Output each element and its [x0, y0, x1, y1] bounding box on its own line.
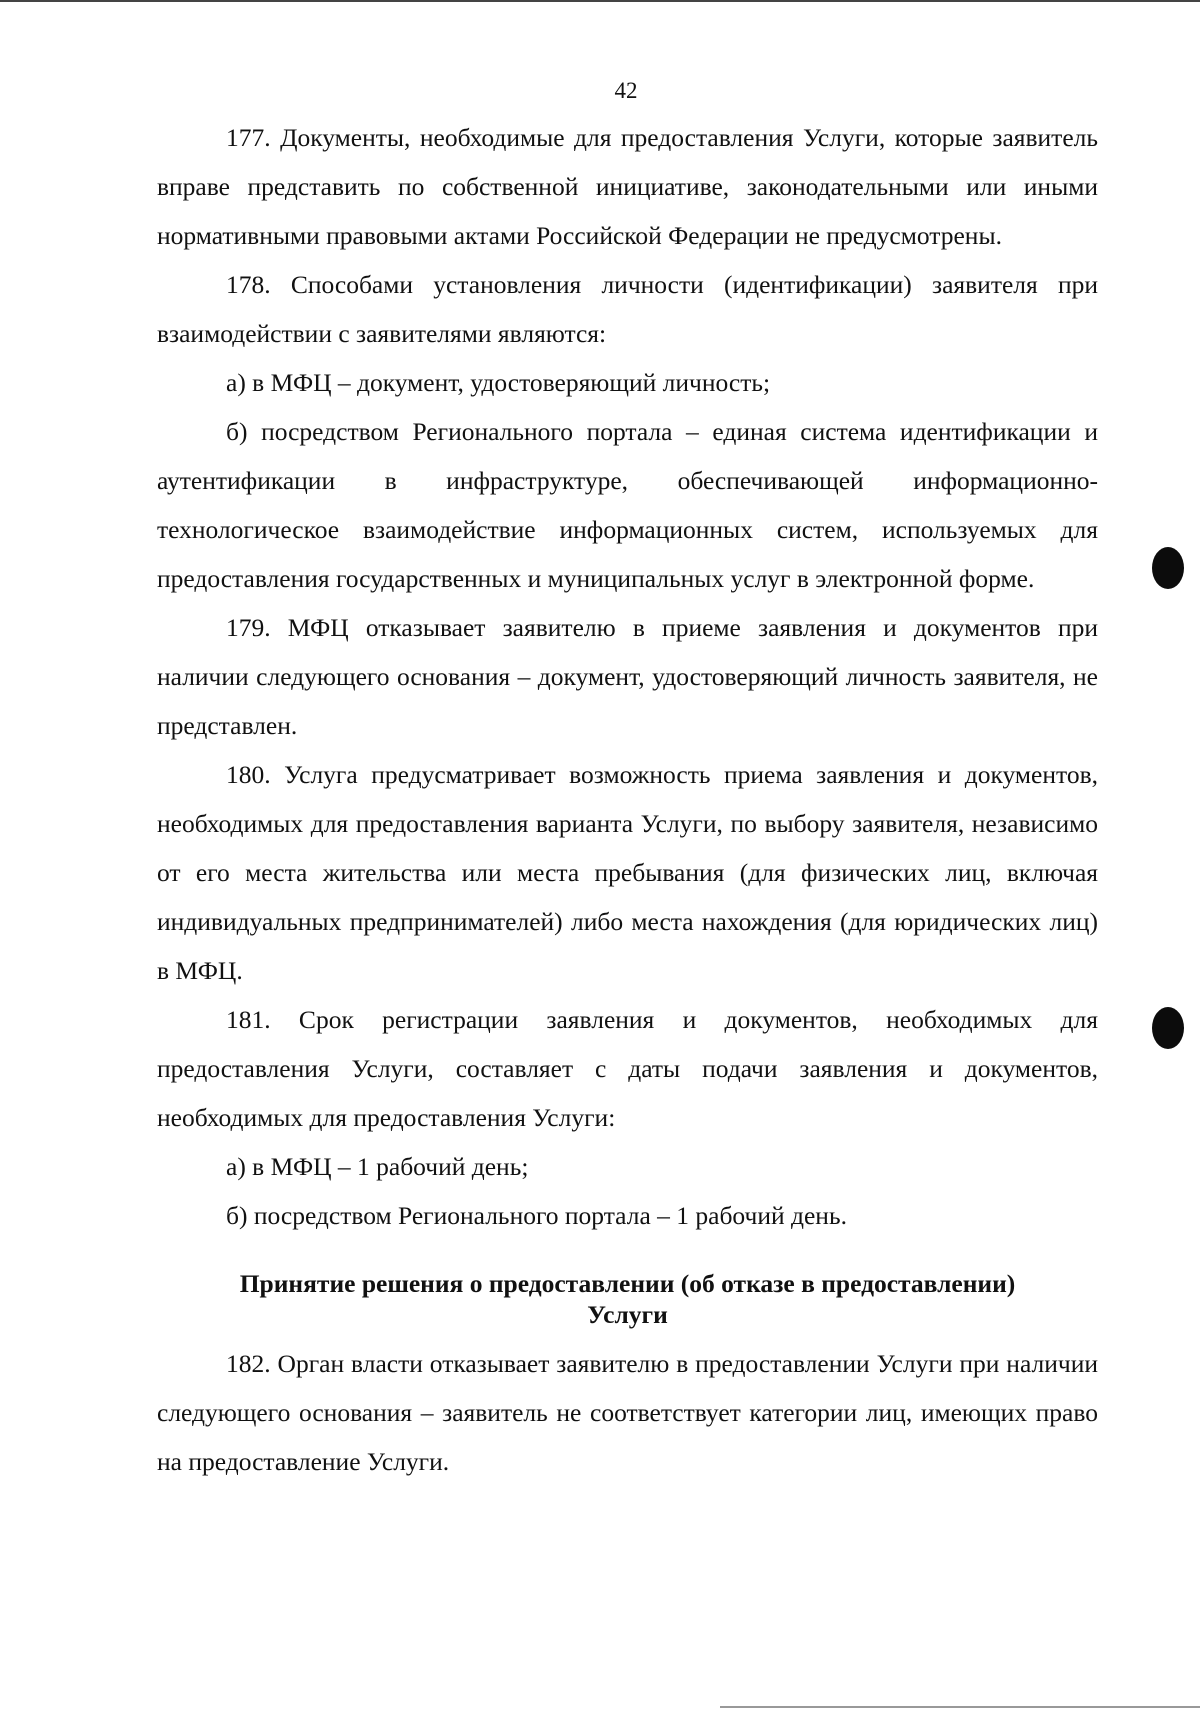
punch-hole-mark: [1152, 1007, 1184, 1049]
paragraph-177: 177. Документы, необходимые для предоставления Услуги, которые заявитель вправе представить по собственной инициативе, законодательными или иными нормативными правовыми актами Российской Федерации не предусмотрены.: [157, 123, 1098, 250]
document-body: [157, 113, 1098, 1486]
paragraph-181-a: а) в МФЦ – 1 рабочий день;: [226, 1152, 529, 1181]
scan-top-edge: [0, 0, 1200, 2]
section-heading: [157, 1268, 1098, 1330]
page-number: 42: [614, 78, 638, 103]
paragraph-182: 182. Орган власти отказывает заявителю в предоставлении Услуги при наличии следующего основания – заявитель не соответствует категории лиц, имеющих право на предоставление Услуги.: [157, 1349, 1098, 1476]
paragraph-180: 180. Услуга предусматривает возможность приема заявления и документов, необходимых для предоставления варианта Услуги, по выбору заявителя, независимо от его места жительства или места пребывания (для физических лиц, включая индивидуальных предпринимателей) либо места нахождения (для юридических лиц) в МФЦ.: [157, 760, 1098, 985]
section-heading-line-2: Услуги: [587, 1300, 668, 1329]
scan-bottom-edge: [720, 1706, 1200, 1708]
paragraph-178-a: а) в МФЦ – документ, удостоверяющий личность;: [226, 368, 771, 397]
paragraph-181: 181. Срок регистрации заявления и документов, необходимых для предоставления Услуги, составляет с даты подачи заявления и документов, необходимых для предоставления Услуги:: [157, 1005, 1098, 1132]
paragraph-181-b: б) посредством Регионального портала – 1 рабочий день.: [226, 1201, 847, 1230]
section-heading-line-1: Принятие решения о предоставлении (об отказе в предоставлении): [239, 1269, 1016, 1298]
paragraph-179: 179. МФЦ отказывает заявителю в приеме заявления и документов при наличии следующего основания – документ, удостоверяющий личность заявителя, не представлен.: [157, 613, 1098, 740]
punch-hole-mark: [1152, 547, 1184, 589]
paragraph-178-b: б) посредством Регионального портала – единая система идентификации и аутентификации в инфраструктуре, обеспечивающей информационно-технологическое взаимодействие информационных систем, используемых для предоставления государственных и муниципальных услуг в электронной форме.: [157, 417, 1098, 593]
paragraph-178: 178. Способами установления личности (идентификации) заявителя при взаимодействии с заявителями являются:: [157, 270, 1098, 348]
